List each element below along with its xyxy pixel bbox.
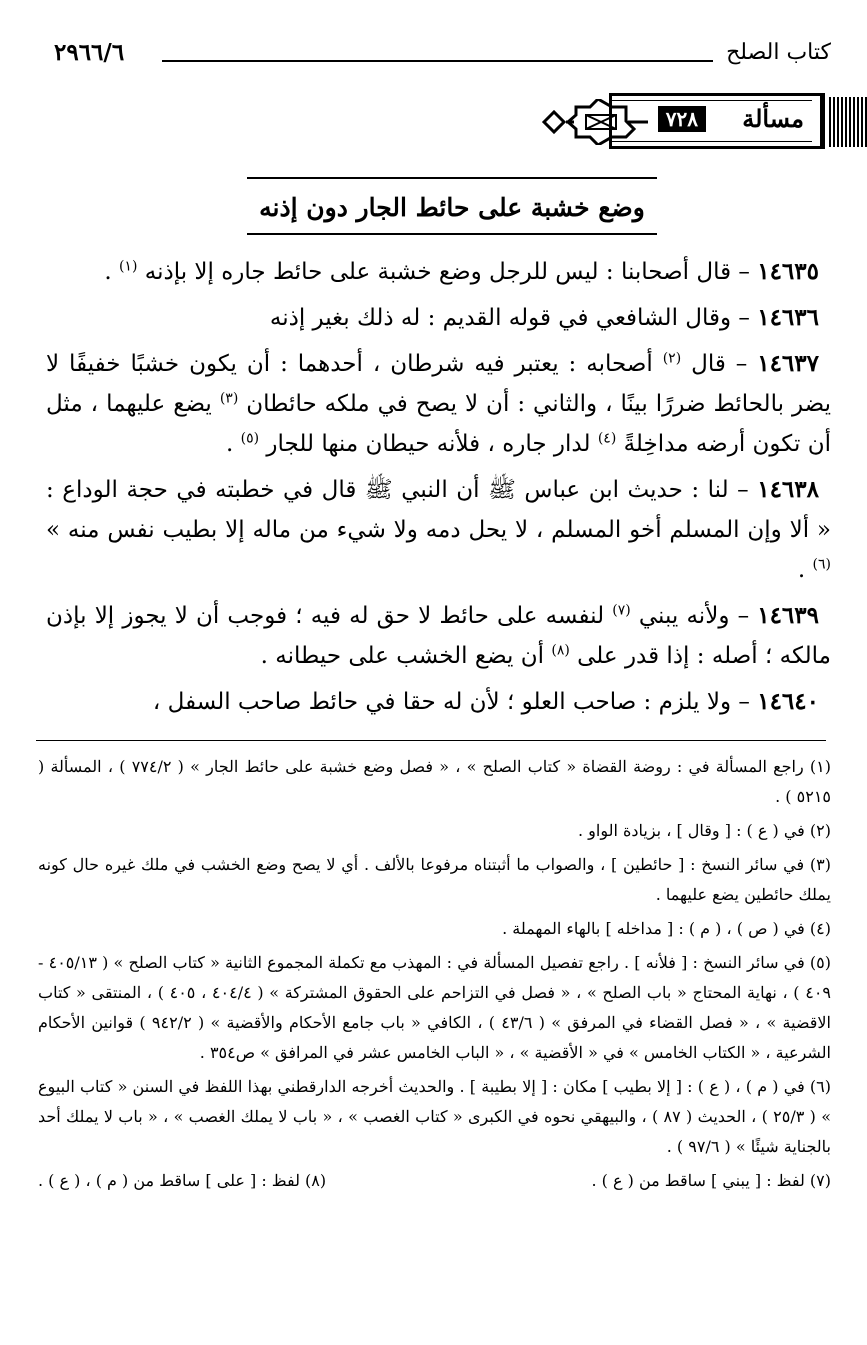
paragraph: ١٤٦٤٠ – ولا يلزم : صاحب العلو ؛ لأن له حقا في حائط صاحب السفل ، <box>152 688 819 715</box>
paragraph: ١٤٦٣٥ – قال أصحابنا : ليس للرجل وضع خشبة على حائط جاره إلا بإذنه $^{(١)}$ . <box>104 258 819 285</box>
paragraph-number: ١٤٦٣٦ <box>757 304 819 331</box>
footnote: (٧) لفظ : [ يبني ] ساقط من ( ع ) . <box>591 1171 831 1190</box>
footnote-ref: (١) <box>118 258 138 275</box>
section-title: وضع خشبة على حائط الجار دون إذنه <box>247 177 657 235</box>
footnote-ref: (٦) <box>812 556 831 573</box>
paragraph: ١٤٦٣٧ – قال $^{(٢)}$ أصحابه : يعتبر فيه شرطان ، أحدهما : أن يكون خشبًا خفيفًا لا يضر بالحائط ضررًا بينًا ، والثاني : أن لا يصح في ملكه حائطان $^{(٣)}$ يضع عليهما ، مثل أن تكون أرضه مداخِلةً $^{(٤)}$ لدار جاره ، فلأنه حيطان منها للجار $^{(٥)}$ . <box>46 350 831 457</box>
footnote: (٤) في ( ص ) ، ( م ) : [ مداخله ] بالهاء المهملة . <box>502 919 831 938</box>
paragraph-number: ١٤٦٤٠ <box>757 688 819 715</box>
paragraph: ١٤٦٣٨ – لنا : حديث ابن عباس ﷺ أن النبي ﷺ قال في خطبته في حجة الوداع : « ألا وإن المسلم أخو المسلم ، لا يحل دمه ولا شيء من ماله إلا بطيب نفس منه » $^{(٦)}$ . <box>46 476 831 583</box>
footnote: (٣) في سائر النسخ : [ حائطين ] ، والصواب ما أثبتناه مرفوعا بالألف . أي لا يصح وضع الخشب في ملك غيره حال كونه يملك حائطين يضع عليهما . <box>38 855 831 904</box>
footnote-ref: (٤) <box>597 430 617 447</box>
running-header-rule <box>162 60 713 62</box>
body-text <box>46 252 831 728</box>
footnote-ref: (٢) <box>662 350 682 367</box>
running-header <box>54 38 831 78</box>
footnote-ref: (٣) <box>219 390 239 407</box>
geometric-ornament-icon <box>540 99 650 145</box>
masala-label: مسألة <box>742 104 804 133</box>
running-header-book-title: كتاب الصلح <box>726 40 831 65</box>
paragraph-number: ١٤٦٣٧ <box>757 350 819 377</box>
paragraph: ١٤٦٣٩ – ولأنه يبني $^{(٧)}$ لنفسه على حائط لا حق له فيه ؛ فوجب أن لا يجوز إلا بإذن مالكه ؛ أصله : إذا قدر على $^{(٨)}$ أن يضع الخشب على حيطانه . <box>46 602 831 669</box>
paragraph-number: ١٤٦٣٨ <box>757 476 819 503</box>
masala-banner <box>540 93 867 155</box>
footnote: (٦) في ( م ) ، ( ع ) : [ إلا بطيب ] مكان : [ إلا بطيبة ] . والحديث أخرجه الدارقطني بهذا اللفظ في السنن « كتاب البيوع » ( ٢٥/٣ ) ، الحديث ( ٨٧ ) ، والبيهقي نحوه في الكبرى « كتاب الغصب » ، « باب لا يملك الغصب » ، « باب لا يملك أحد بالجناية شيئًا » ( ٩٧/٦ ) . <box>38 1077 832 1156</box>
footnote: (١) راجع المسألة في : روضة القضاة « كتاب الصلح » ، « فصل وضع خشبة على حائط الجار » ( ٧٧٤/٢ ) ، المسألة ( ٥٢١٥ ) . <box>38 757 831 806</box>
footnote-ref: (٧) <box>612 602 631 619</box>
masala-number: ٧٢٨ <box>658 106 706 132</box>
footnote-row <box>38 1166 831 1196</box>
paragraph: ١٤٦٣٦ – وقال الشافعي في قوله القديم : له ذلك بغير إذنه <box>269 304 819 331</box>
footnote-ref: (٨) <box>551 642 570 659</box>
footnote-ref: (٥) <box>240 430 260 447</box>
footnote-separator <box>36 740 826 741</box>
footnote: (٢) في ( ع ) : [ وقال ] ، بزيادة الواو . <box>577 821 831 840</box>
footnote: (٥) في سائر النسخ : [ فلأنه ] . راجع تفصيل المسألة في : المهذب مع تكملة المجموع الثانية « كتاب الصلح » ( ٤٠٥/١٣ - ٤٠٩ ) ، نهاية المحتاج « باب الصلح » ، « فصل في التزاحم على الحقوق المشتركة » ( ٤٠٤/٤ ، ٤٠٥ ) ، المنتقى « كتاب الاقضية » ، « فصل القضاء في المرفق » ( ٤٣/٦ ) ، الكافي « باب جامع الأحكام والأقضية » ( ٩٤٢/٢ ) قوانين الأحكام الشرعية ، « الكتاب الخامس » في « الأقضية » ، « الباب الخامس عشر في المرافق » ص٣٥٤ . <box>38 953 832 1062</box>
footnotes <box>38 752 831 1196</box>
running-header-page-number: ٢٩٦٦/٦ <box>54 39 125 66</box>
stripes-ornament <box>829 97 867 147</box>
paragraph-number: ١٤٦٣٥ <box>757 258 819 285</box>
paragraph-number: ١٤٦٣٩ <box>757 602 819 629</box>
footnote: (٨) لفظ : [ على ] ساقط من ( م ) ، ( ع ) . <box>38 1171 327 1190</box>
